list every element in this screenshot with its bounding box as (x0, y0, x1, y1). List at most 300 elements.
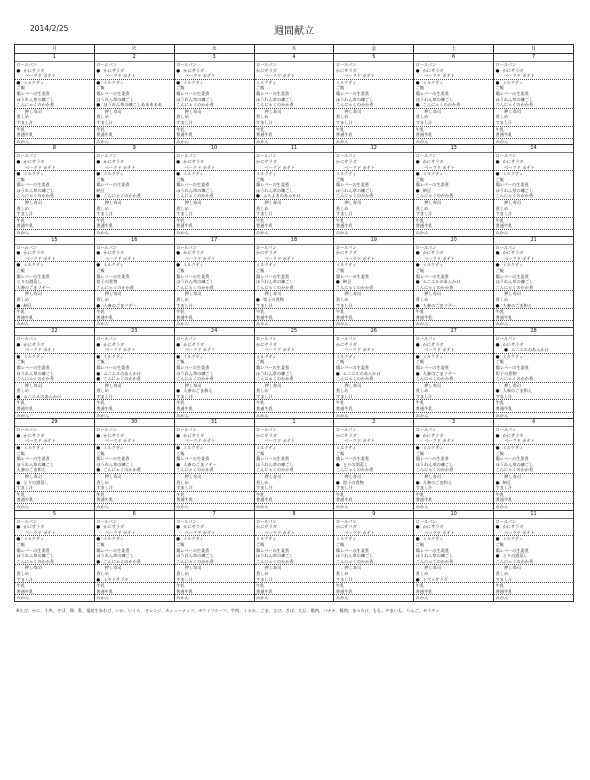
menu-item-label: みかん (16, 321, 30, 327)
menu-item (95, 559, 174, 566)
menu-item (414, 467, 493, 474)
allergen-bullet-icon: ● (415, 159, 420, 165)
menu-item-label: すまし汁 (256, 576, 273, 582)
allergen-bullet-icon: ● (96, 433, 101, 439)
menu-item (175, 193, 254, 200)
menu-item (494, 102, 573, 109)
day-number: 10 (414, 511, 493, 519)
menu-item (334, 223, 413, 230)
menu-item-label: 普通牛乳 (495, 588, 513, 594)
menu-item-label: ベークド ポテト (344, 255, 376, 261)
menu-item-label: かにサラダ (256, 67, 277, 73)
weekday-mon: 月 (15, 45, 95, 54)
allergen-bullet-icon: ● (96, 303, 101, 309)
menu-item-label: すまし汁 (495, 211, 513, 217)
menu-item-label: 普通牛乳 (176, 588, 193, 594)
menu-item-label: ご飯 (256, 176, 265, 182)
menu-item-label: 鶏レバーの生姜煮 (495, 547, 529, 553)
allergen-bullet-icon: ● (495, 159, 500, 165)
menu-item-label: 牛乳 (96, 309, 105, 315)
menu-item-label: ベークド ポテト (344, 73, 376, 79)
menu-item-label: 鶏レバーの生姜煮 (335, 273, 370, 279)
menu-item (414, 303, 493, 310)
allergen-bullet-icon: ● (176, 354, 181, 360)
allergen-bullet-icon: ● (415, 354, 420, 360)
menu-item (494, 193, 573, 200)
menu-item-label: ご飯 (16, 85, 25, 91)
menu-item-label: みかん (495, 412, 509, 418)
menu-item (334, 132, 413, 139)
menu-item-label: みかん (256, 503, 269, 509)
menu-item-label: 押し寿司 (344, 382, 362, 388)
menu-item (15, 497, 94, 504)
menu-item-label: 牛乳 (176, 400, 185, 406)
day-number: 9 (95, 145, 174, 153)
menu-item-label: みかん (495, 503, 509, 509)
menu-item (175, 589, 254, 596)
day-number: 24 (175, 328, 254, 336)
menu-item-label: すまし汁 (256, 119, 273, 125)
menu-item (334, 120, 413, 127)
menu-item-label: ほうれん草の練ごし (16, 187, 55, 193)
menu-item-label: ほうれん草の練ごし (335, 96, 374, 102)
menu-item-label: こんにゃくのかか煮 (495, 376, 534, 382)
menu-item (494, 530, 573, 537)
menu-item-label: ご飯 (495, 450, 504, 456)
allergen-bullet-icon: ● (176, 80, 181, 86)
menu-item (95, 321, 174, 327)
menu-item (255, 211, 334, 218)
allergen-bullet-icon: ● (176, 389, 181, 394)
menu-item-label: 普通牛乳 (176, 314, 193, 320)
menu-item-label: こんにゃくのかか煮 (256, 284, 294, 290)
day-number: 9 (334, 511, 413, 519)
weekday-tue: 火 (94, 45, 174, 54)
menu-item-label: ベークド ポテト (264, 529, 296, 535)
menu-item-label: みかん (176, 230, 189, 236)
menu-item (494, 376, 573, 383)
allergen-bullet-icon: ● (176, 446, 181, 451)
week-row (15, 327, 574, 418)
menu-item-label: 筍子の煮物 (495, 370, 517, 376)
menu-item (414, 139, 493, 145)
menu-item-label: こんにゃくのかか煮 (176, 284, 214, 290)
day-number: 12 (334, 145, 413, 153)
menu-item (494, 504, 573, 510)
menu-item (414, 595, 493, 601)
menu-item-label: 鶏レバーの生姜煮 (495, 456, 529, 462)
menu-item-label: 押し寿司 (424, 200, 441, 206)
menu-item-label: ロールパン (96, 427, 117, 433)
menu-item-label: 牛乳 (16, 217, 25, 223)
menu-item-label: みかん (415, 230, 429, 236)
menu-item (334, 595, 413, 601)
menu-item-label: 鶏レバーの生姜煮 (176, 456, 210, 462)
menu-item-label: みかん (96, 503, 109, 509)
menu-item (255, 467, 334, 474)
allergen-bullet-icon: ● (415, 172, 420, 177)
menu-item (334, 165, 413, 172)
menu-item-label: こんにゃくのかか煮 (335, 284, 374, 290)
menu-item-label: ご飯 (335, 268, 345, 273)
allergen-bullet-icon: ● (495, 251, 500, 256)
menu-item-label: 煮しめ (176, 296, 189, 302)
menu-item-label: こんにゃくのかか煮 (495, 193, 534, 199)
menu-item-label: 押し寿司 (424, 291, 441, 297)
menu-item-label: 牛乳 (415, 217, 425, 223)
menu-item-label: 押し寿司 (25, 382, 42, 388)
menu-item-label: 鶏レバーの生姜煮 (495, 182, 529, 188)
menu-item-label: 鶏レバーの生姜煮 (256, 456, 290, 462)
menu-item-label: ベークド ポテト (424, 529, 455, 535)
menu-item-label: ミルクティ (103, 79, 124, 85)
menu-sheet (14, 20, 574, 614)
day-cell (15, 145, 95, 236)
weekday-thu: 木 (254, 45, 334, 54)
menu-item-label: みかん (176, 412, 189, 418)
day-number: 27 (414, 328, 493, 336)
menu-item-label: 納豆 (96, 187, 105, 193)
day-number: 21 (494, 237, 573, 245)
menu-item-label: 牛乳 (176, 309, 185, 315)
menu-item (15, 376, 94, 383)
menu-item (255, 139, 334, 145)
menu-item-label: ミルクティ (422, 262, 444, 268)
menu-item-label: 煮しめ (495, 114, 509, 120)
menu-item-label: 牛乳 (256, 400, 265, 406)
menu-item-label: みかん (256, 321, 269, 327)
allergen-bullet-icon: ● (16, 342, 21, 348)
menu-item-label: 押し寿司 (184, 382, 202, 388)
menu-item (175, 577, 254, 584)
menu-item (494, 577, 573, 584)
menu-item-label: すまし汁 (495, 576, 513, 582)
menu-item-label: かにサラダ (103, 250, 125, 256)
allergen-bullet-icon: ● (495, 263, 500, 268)
menu-item-label: ご飯 (415, 85, 425, 91)
menu-item-label: 煮しめ (96, 388, 109, 394)
day-cell (254, 236, 334, 327)
menu-item (175, 530, 254, 537)
menu-item-label: ミルクティ (183, 353, 204, 359)
menu-item-label: かにサラダ (335, 524, 357, 530)
menu-item-label: 鶏レバーの生姜煮 (96, 182, 130, 188)
day-cell (334, 54, 414, 145)
menu-item-label: 煮しめ (415, 570, 429, 576)
menu-item-label: かにサラダ (23, 341, 45, 347)
menu-item-label: ミルクティ (335, 171, 357, 177)
menu-item-label: かにサラダ (103, 158, 125, 164)
menu-item-label: ベークド ポテト (504, 438, 535, 444)
menu-item (175, 139, 254, 145)
menu-item (255, 315, 334, 322)
menu-item-label: 普通牛乳 (96, 314, 114, 320)
menu-item-label: ミルクティ (335, 445, 357, 451)
day-number: 5 (334, 54, 413, 62)
menu-item (334, 347, 413, 354)
menu-item-label: ロールパン (96, 153, 117, 159)
day-number: 26 (334, 328, 413, 336)
menu-item-label: すまし汁 (415, 485, 433, 491)
menu-item-label: ご飯 (495, 268, 504, 273)
menu-item-label: 押し寿司 (264, 565, 282, 571)
menu-item-label: 押し寿司 (504, 382, 521, 388)
menu-item-label: 煮しめ (176, 205, 189, 211)
menu-item-label: ミルクティ (335, 79, 357, 85)
menu-item-label: 煮しめ (256, 570, 269, 576)
menu-item (494, 256, 573, 263)
menu-item-label: ベークド ポテト (104, 73, 136, 79)
menu-item-label: ベークド ポテト (424, 255, 455, 261)
menu-item-label: ご飯 (415, 176, 425, 182)
menu-item (15, 589, 94, 596)
menu-item-label: 普通牛乳 (335, 314, 353, 320)
menu-item (15, 438, 94, 445)
menu-item (255, 559, 334, 566)
menu-item-label: ミルクティ (256, 536, 277, 542)
menu-item (334, 467, 413, 474)
menu-item-label: 牛乳 (16, 583, 25, 589)
menu-item-label: 押し寿司 (504, 200, 521, 206)
menu-item-label: みかん (335, 412, 349, 418)
menu-item-label: ベークド ポテト (264, 347, 296, 353)
menu-item (15, 315, 94, 322)
day-cell (254, 419, 334, 510)
menu-item (175, 211, 254, 218)
menu-item-label: みかん (256, 138, 269, 144)
menu-item-label: ミルクティ (256, 353, 277, 359)
menu-item-label: みかん (495, 595, 509, 601)
menu-item-label: 煮しめ (415, 205, 429, 211)
menu-item-label: みかん (96, 595, 109, 601)
menu-item (494, 139, 573, 145)
menu-item-label: 煮しめ (335, 570, 349, 576)
menu-item (494, 73, 573, 80)
menu-item-label: みかん (16, 595, 30, 601)
allergen-bullet-icon: ● (176, 525, 181, 530)
menu-item-label: 人参のごま和え (183, 388, 213, 394)
menu-item-label: ほうれん草の練ごし (415, 461, 454, 467)
menu-item-label: みかん (335, 138, 349, 144)
week-row (15, 419, 574, 510)
day-cell (494, 54, 574, 145)
allergen-bullet-icon: ● (495, 68, 500, 74)
menu-item (334, 211, 413, 218)
menu-item (414, 376, 493, 383)
allergen-bullet-icon: ● (495, 480, 500, 486)
allergen-bullet-icon: ● (176, 159, 181, 165)
menu-item (334, 285, 413, 292)
menu-item-label: ご飯 (415, 541, 425, 547)
menu-item-label: 押し寿司 (104, 200, 122, 206)
allergen-bullet-icon: ● (176, 537, 181, 542)
menu-item (95, 165, 174, 172)
menu-item-label: 鶏レバーの生姜煮 (415, 456, 449, 462)
menu-item (255, 256, 334, 263)
menu-item-label: ロールパン (256, 244, 277, 250)
menu-item (494, 165, 573, 172)
allergen-bullet-icon: ● (415, 537, 420, 542)
allergen-bullet-icon: ● (96, 525, 101, 530)
allergen-bullet-icon: ● (96, 80, 101, 86)
menu-item (414, 102, 493, 109)
menu-item-label: みかん (495, 230, 509, 236)
menu-item (95, 285, 174, 292)
menu-item (175, 256, 254, 263)
day-cell (94, 145, 174, 236)
menu-item (95, 132, 174, 139)
menu-item-label: 牛乳 (96, 583, 105, 589)
menu-item-label: 押し寿司 (184, 108, 202, 114)
menu-item (15, 211, 94, 218)
allergen-bullet-icon: ● (16, 303, 21, 309)
menu-item-label: ベークド ポテト (184, 73, 216, 79)
menu-item-label: ご飯 (176, 359, 185, 365)
menu-item-label: ほうれん草の練ごし (96, 96, 135, 102)
menu-item-label: かにサラダ (422, 524, 444, 530)
day-cell (334, 145, 414, 236)
menu-item-label: 牛乳 (96, 126, 105, 132)
menu-item-label: 押し寿司 (104, 108, 122, 114)
day-cell (334, 510, 414, 601)
day-number: 8 (255, 511, 334, 519)
weekday-wed: 水 (174, 45, 254, 54)
menu-item-label: こんにゃくのかか煮 (16, 102, 55, 108)
menu-item-label: ロールパン (176, 427, 197, 433)
menu-item-label: ロールパン (176, 153, 197, 159)
menu-item-label: 鶏レバーの生姜煮 (176, 182, 210, 188)
menu-item-label: すまし汁 (335, 119, 353, 125)
menu-item (255, 497, 334, 504)
day-number: 28 (494, 328, 573, 336)
menu-item-label: かにサラダ (422, 67, 444, 73)
menu-item-label: ベークド ポテト (104, 529, 136, 535)
menu-item (95, 504, 174, 510)
menu-item-label: ほうれん草の練ごし (495, 279, 534, 285)
menu-item-label: ご飯 (415, 450, 425, 456)
menu-item (255, 230, 334, 236)
menu-item-label: こんにゃくのかか煮 (176, 193, 214, 199)
menu-item-label: 鶏レバーの生姜煮 (176, 364, 210, 370)
week-row (15, 236, 574, 327)
menu-item-label: ロールパン (16, 153, 38, 159)
menu-item (175, 285, 254, 292)
menu-item-label: 鶏レバーの生姜煮 (495, 364, 529, 370)
menu-item-label: 押し寿司 (184, 565, 202, 571)
menu-item (414, 347, 493, 354)
menu-item (255, 303, 334, 310)
menu-item-label: ご飯 (495, 176, 504, 182)
menu-item-label: 鶏レバーの生姜煮 (256, 273, 290, 279)
menu-item-label: すまし汁 (176, 119, 193, 125)
allergen-bullet-icon: ● (415, 371, 420, 377)
allergen-bullet-icon: ● (495, 389, 500, 394)
menu-item-label: 人参のごま和え (502, 302, 532, 308)
day-number: 3 (175, 54, 254, 62)
allergen-bullet-icon: ● (256, 194, 260, 200)
menu-item-label: ほうれん草の練ごしあああああ (103, 102, 162, 108)
menu-item-label: みかん (256, 595, 269, 601)
menu-item (414, 413, 493, 419)
menu-item-label: 普通牛乳 (495, 406, 513, 412)
menu-item (15, 165, 94, 172)
menu-item-label: ミルクティ (502, 79, 524, 85)
menu-item-label: みかん (96, 230, 109, 236)
menu-item-label: 鶏レバーの生姜煮 (415, 90, 449, 96)
menu-item-label: みかん (495, 321, 509, 327)
menu-item-label: ほうれん草の練ごし (495, 187, 534, 193)
menu-item (494, 559, 573, 566)
day-cell (15, 236, 95, 327)
day-cell (15, 327, 95, 418)
menu-item-label: 押し寿司 (184, 474, 202, 479)
menu-item (15, 413, 94, 419)
allergen-bullet-icon: ● (415, 433, 420, 439)
menu-item (175, 394, 254, 401)
menu-item-label: 普通牛乳 (16, 223, 34, 229)
menu-item-label: ご飯 (176, 176, 185, 182)
menu-item (255, 165, 334, 172)
menu-item-label: 押し寿司 (344, 200, 362, 206)
menu-item-label: 納豆 (23, 302, 32, 308)
menu-item-label: ほうれん草の練ごし (335, 553, 374, 559)
allergen-bullet-icon: ● (96, 446, 101, 451)
menu-item-label: 牛乳 (495, 491, 504, 497)
menu-item (95, 394, 174, 401)
day-number: 4 (494, 419, 573, 427)
menu-item-label: ミルクティ (183, 536, 204, 542)
menu-item (334, 193, 413, 200)
day-cell (94, 54, 174, 145)
menu-item-label: ご飯 (176, 268, 185, 273)
menu-item (255, 120, 334, 127)
day-cell (414, 145, 494, 236)
menu-item (334, 376, 413, 383)
menu-item-label: こんにゃくのかか煮 (176, 102, 214, 108)
menu-item-label: ベークド ポテト (25, 73, 56, 79)
day-number: 25 (255, 328, 334, 336)
menu-item (95, 595, 174, 601)
allergen-bullet-icon: ● (96, 371, 101, 377)
menu-item-label: みかん (176, 503, 189, 509)
menu-item (334, 256, 413, 263)
menu-item-label: 押し寿司 (504, 565, 521, 571)
menu-item-label: かにサラダ (422, 250, 444, 256)
menu-item-label: すまし汁 (16, 211, 34, 217)
menu-item-label: とりの酒蒸し (16, 279, 42, 285)
menu-item (255, 485, 334, 492)
menu-item (255, 193, 334, 200)
menu-item-label: 牛乳 (415, 491, 425, 497)
menu-item-label: かにサラダ (103, 67, 125, 73)
menu-item-label: ムニエルのあんかけ (342, 370, 381, 376)
menu-item-label: ベークド ポテト (184, 347, 216, 353)
menu-item-label: 普通牛乳 (16, 406, 34, 412)
allergen-bullet-icon: ● (16, 537, 21, 542)
menu-item-label: ほうれん草の練ごし (495, 461, 534, 467)
day-number: 31 (175, 419, 254, 427)
menu-item-label: ほうれん草の練ごし (176, 187, 214, 193)
menu-item (255, 285, 334, 292)
menu-item-label: ロールパン (16, 62, 38, 67)
menu-item (334, 73, 413, 80)
menu-item-label: 押し寿司 (184, 291, 202, 297)
menu-item-label: みかん (176, 595, 189, 601)
allergen-bullet-icon: ● (495, 342, 500, 348)
menu-item-label: すまし汁 (96, 393, 114, 399)
menu-item-label: 牛乳 (335, 217, 345, 223)
menu-item-label: ご飯 (256, 359, 265, 365)
